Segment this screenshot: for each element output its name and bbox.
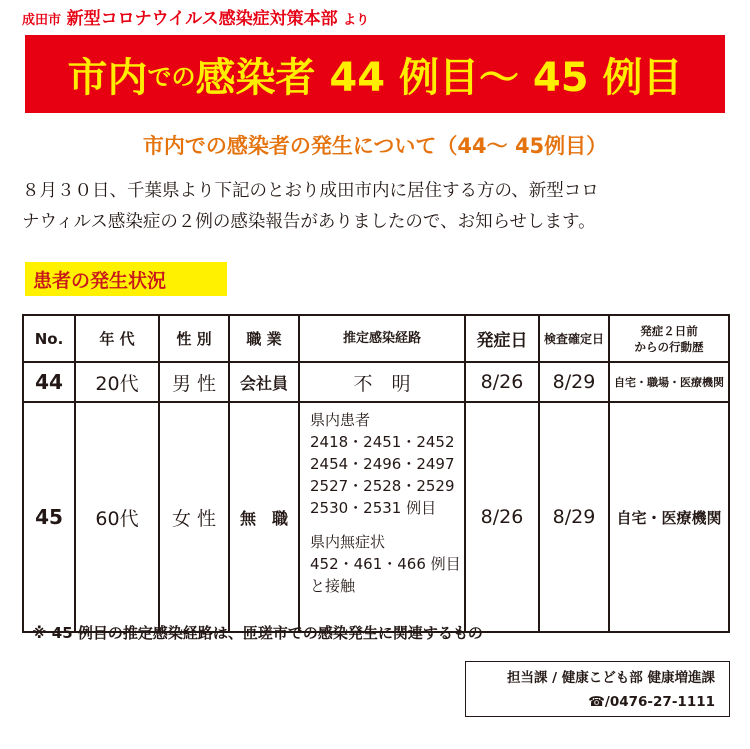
- case-age: 20代: [75, 362, 159, 402]
- header-no: No.: [23, 315, 75, 362]
- table-row: [23, 402, 729, 632]
- header-history-line1: 発症２日前: [640, 323, 698, 338]
- banner-part2: での: [147, 62, 196, 91]
- header-history: [609, 315, 729, 362]
- section-label: 患者の発生状況: [25, 262, 227, 296]
- header-onset: 発症日: [465, 315, 539, 362]
- contact-phone: ☎/0476-27-1111: [588, 694, 715, 710]
- banner-part1: 市内: [67, 54, 148, 101]
- case-no: 45: [23, 402, 75, 632]
- route-line: 2454・2496・2497: [310, 455, 455, 473]
- route-line: 県内患者: [310, 411, 371, 429]
- case-job: 無 職: [229, 402, 299, 632]
- cases-table: [22, 314, 730, 633]
- case-confirmed: 8/29: [539, 362, 609, 402]
- paragraph-line-2: ナウィルス感染症の２例の感染報告がありましたので、お知らせします。: [22, 212, 596, 232]
- contact-box: [465, 661, 730, 717]
- footnote: ※ 45 例目の推定感染経路は、匝瑳市での感染発生に関連するもの: [32, 624, 483, 642]
- case-onset: 8/26: [465, 402, 539, 632]
- case-history: 自宅・職場・医療機関: [609, 362, 729, 402]
- banner-part3: 感染者 44 例目～ 45 例目: [195, 54, 683, 101]
- route-line: 2527・2528・2529: [310, 477, 455, 495]
- route-gap: [310, 519, 464, 531]
- header-hq: 新型コロナウイルス感染症対策本部: [66, 9, 338, 29]
- case-route: [299, 402, 465, 632]
- header-from: より: [343, 13, 370, 28]
- route-line: 2530・2531 例目: [310, 499, 437, 517]
- route-line: 452・461・466 例目: [310, 555, 461, 573]
- header-city: 成田市: [22, 13, 62, 28]
- case-job: 会社員: [229, 362, 299, 402]
- header-sex: 性 別: [159, 315, 229, 362]
- header-confirmed: 検査確定日: [539, 315, 609, 362]
- route-line: 2418・2451・2452: [310, 433, 455, 451]
- announcement-paragraph: [22, 176, 730, 238]
- title-banner: [25, 35, 725, 113]
- case-route: 不 明: [299, 362, 465, 402]
- route-line: と接触: [310, 577, 356, 595]
- contact-department: 担当課 / 健康こども部 健康増進課: [506, 670, 715, 686]
- case-sex: 女 性: [159, 402, 229, 632]
- table-header-row: [23, 315, 729, 362]
- header-source: [22, 6, 369, 34]
- subtitle: 市内での感染者の発生について（44～ 45例目）: [142, 134, 608, 158]
- case-onset: 8/26: [465, 362, 539, 402]
- header-age: 年 代: [75, 315, 159, 362]
- case-sex: 男 性: [159, 362, 229, 402]
- case-history: 自宅・医療機関: [609, 402, 729, 632]
- table-row: [23, 362, 729, 402]
- case-age: 60代: [75, 402, 159, 632]
- case-confirmed: 8/29: [539, 402, 609, 632]
- case-no: 44: [23, 362, 75, 402]
- route-line: 県内無症状: [310, 533, 386, 551]
- header-history-line2: からの行動歴: [634, 339, 704, 354]
- header-route: 推定感染経路: [299, 315, 465, 362]
- paragraph-line-1: ８月３０日、千葉県より下記のとおり成田市内に居住する方の、新型コロ: [22, 181, 599, 201]
- header-job: 職 業: [229, 315, 299, 362]
